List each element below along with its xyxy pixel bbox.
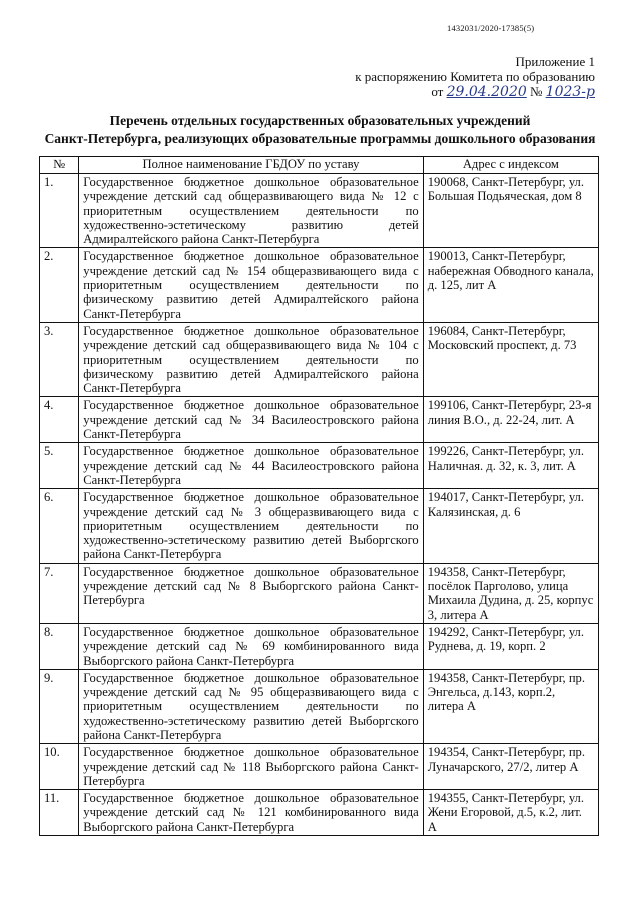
row-number: 8. [40,623,79,669]
row-name: Государственное бюджетное дошкольное образовательное учреждение детский сад № 69 комбинированного вида Выборгского района Санкт-Петербурга [79,623,423,669]
row-number: 2. [40,248,79,322]
table-row [40,443,599,489]
handwritten-number: 1023-р [545,84,595,100]
row-name: Государственное бюджетное дошкольное образовательное учреждение детский сад № 154 общеразвивающего вида с приоритетным осуществлением деятельности по физическому развитию детей Адмиралтейского района Санкт-Петербурга [79,248,423,322]
row-address: 199226, Санкт-Петербург, ул. Наличная. д. 32, к. 3, лит. А [423,443,598,489]
table-row [40,489,599,563]
appendix-header [355,54,595,100]
row-name: Государственное бюджетное дошкольное образовательное учреждение детский сад общеразвивающего вида № 104 с приоритетным осуществлением деятельности по физическому развитию детей Адмиралтейского района Санкт-Петербурга [79,322,423,396]
row-address: 190013, Санкт-Петербург, набережная Обводного канала, д. 125, лит А [423,248,598,322]
handwritten-date: 29.04.2020 [446,84,527,100]
institutions-table [39,156,599,836]
row-number: 5. [40,443,79,489]
row-name: Государственное бюджетное дошкольное образовательное учреждение детский сад № 118 Выборгского района Санкт-Петербурга [79,744,423,790]
row-number: 6. [40,489,79,563]
title-line-1: Перечень отдельных государственных образовательных учреждений [109,113,531,128]
document-title [40,112,600,148]
row-number: 3. [40,322,79,396]
table-header-row [40,157,599,174]
row-address: 194358, Санкт-Петербург, посёлок Парголово, улица Михаила Дудина, д. 25, корпус 3, литера А [423,563,598,623]
appendix-order-line: к распоряжению Комитета по образованию [355,69,595,84]
table-row [40,248,599,322]
row-number: 9. [40,669,79,743]
row-number: 7. [40,563,79,623]
row-name: Государственное бюджетное дошкольное образовательное учреждение детский сад № 95 общеразвивающего вида с приоритетным осуществлением деятельности по художественно-эстетическому развитию детей Выборгского района Санкт-Петербурга [79,669,423,743]
row-name: Государственное бюджетное дошкольное образовательное учреждение детский сад № 121 комбинированного вида Выборгского района Санкт-Петербурга [79,790,423,836]
date-prefix: от [431,84,444,99]
header-number: № [40,157,79,174]
row-name: Государственное бюджетное дошкольное образовательное учреждение детский сад № 8 Выборгского района Санкт-Петербурга [79,563,423,623]
table-row [40,669,599,743]
row-name: Государственное бюджетное дошкольное образовательное учреждение детский сад № 3 общеразвивающего вида с приоритетным осуществлением деятельности по художественно-эстетическому развитию детей Выборгского района Санкт-Петербурга [79,489,423,563]
row-address: 190068, Санкт-Петербург, ул. Большая Подьяческая, дом 8 [423,174,598,248]
header-address: Адрес с индексом [423,157,598,174]
row-address: 194358, Санкт-Петербург, пр. Энгельса, д.143, корп.2, литера А [423,669,598,743]
row-name: Государственное бюджетное дошкольное образовательное учреждение детский сад № 34 Василеостровского района Санкт-Петербурга [79,397,423,443]
row-number: 11. [40,790,79,836]
row-address: 199106, Санкт-Петербург, 23-я линия В.О., д. 22-24, лит. А [423,397,598,443]
number-label: № [530,84,543,99]
row-number: 4. [40,397,79,443]
appendix-date-line [355,84,595,100]
row-name: Государственное бюджетное дошкольное образовательное учреждение детский сад общеразвивающего вида № 12 с приоритетным осуществлением деятельности по художественно-эстетическому развитию детей Адмиралтейского района Санкт-Петербурга [79,174,423,248]
table-row [40,397,599,443]
document-number: 1432031/2020-17385(5) [447,23,535,33]
row-address: 196084, Санкт-Петербург, Московский проспект, д. 73 [423,322,598,396]
row-address: 194017, Санкт-Петербург, ул. Калязинская, д. 6 [423,489,598,563]
row-number: 10. [40,744,79,790]
table-row [40,790,599,836]
row-number: 1. [40,174,79,248]
table-row [40,623,599,669]
table-row [40,563,599,623]
row-address: 194292, Санкт-Петербург, ул. Руднева, д. 19, корп. 2 [423,623,598,669]
row-address: 194355, Санкт-Петербург, ул. Жени Егоровой, д.5, к.2, лит. А [423,790,598,836]
appendix-title: Приложение 1 [515,54,595,69]
table-row [40,744,599,790]
row-address: 194354, Санкт-Петербург, пр. Луначарского, 27/2, литер А [423,744,598,790]
table-row [40,322,599,396]
table-row [40,174,599,248]
row-name: Государственное бюджетное дошкольное образовательное учреждение детский сад № 44 Василеостровского района Санкт-Петербурга [79,443,423,489]
header-name: Полное наименование ГБДОУ по уставу [79,157,423,174]
title-line-2: Санкт-Петербурга, реализующих образовательные программы дошкольного образования [44,131,596,146]
